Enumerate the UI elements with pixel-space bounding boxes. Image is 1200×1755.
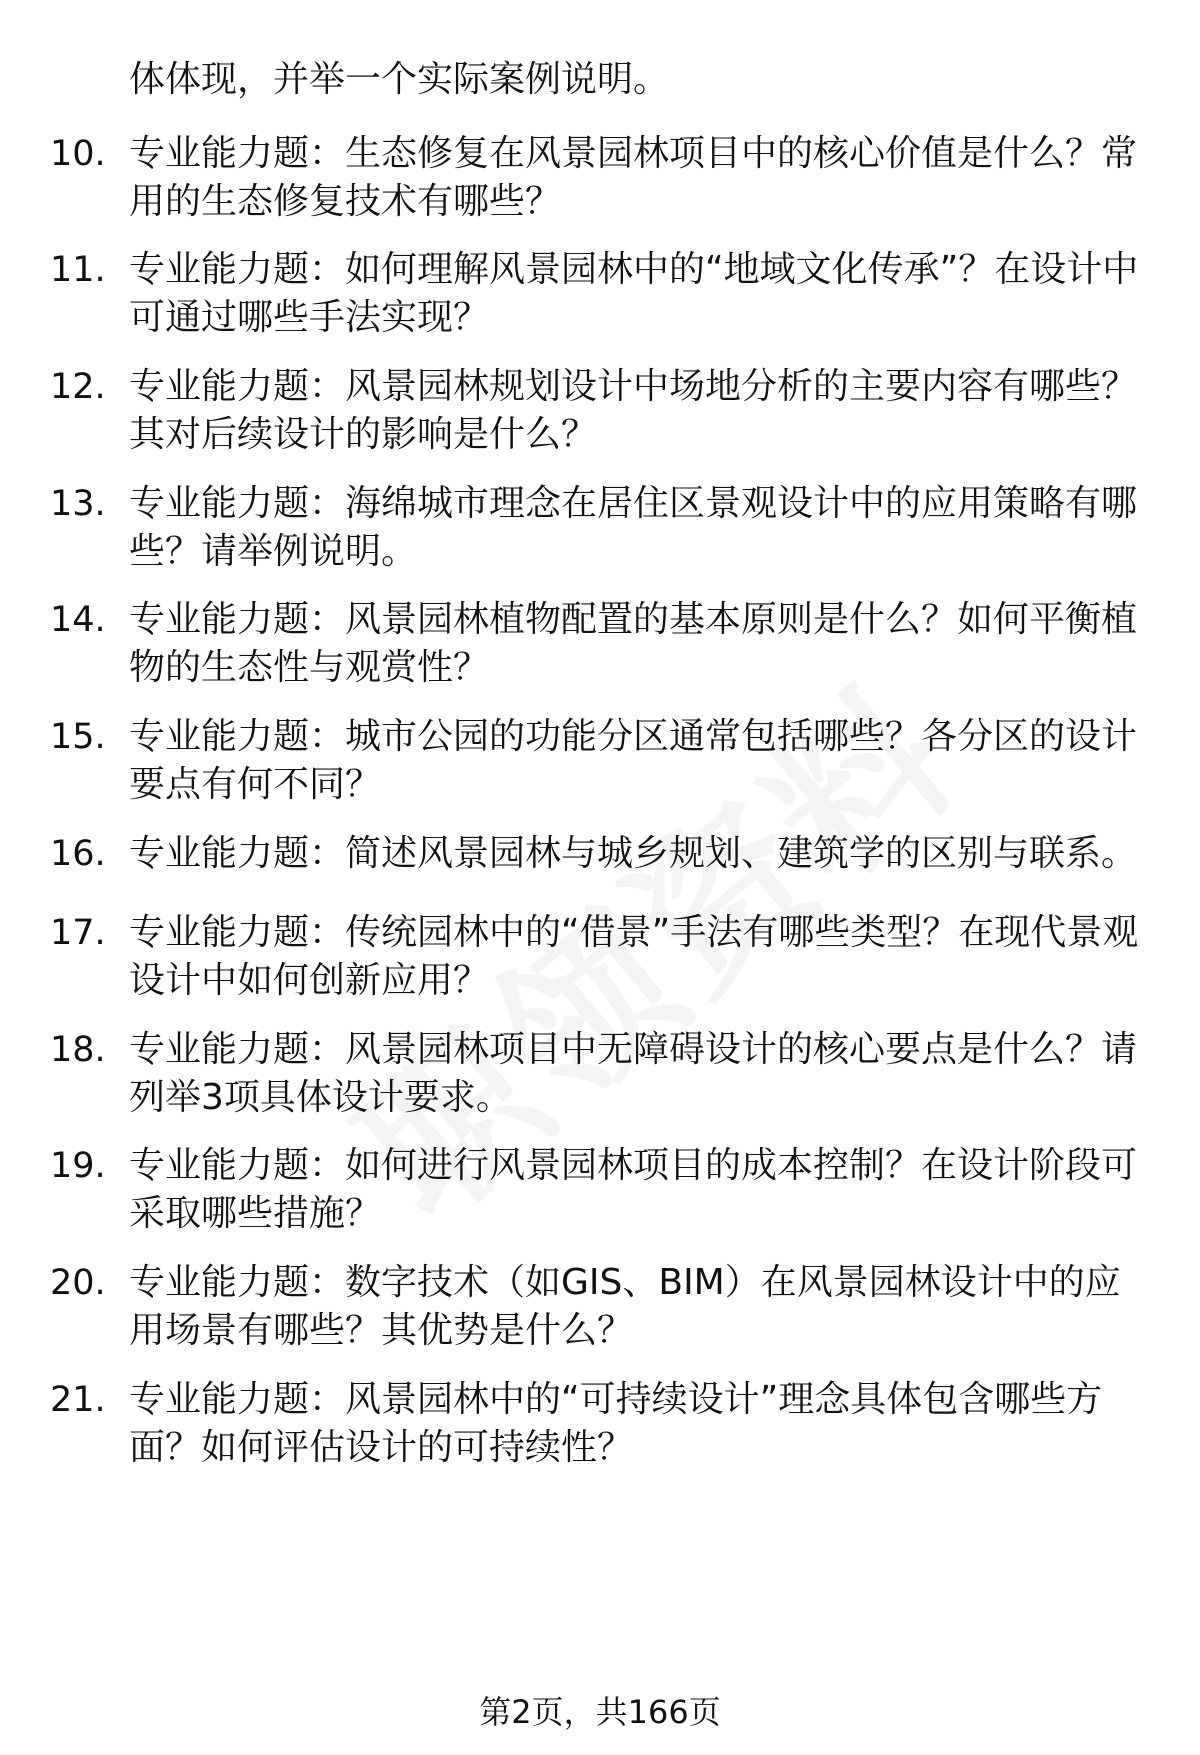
question-number: 21. [50, 1380, 106, 1420]
question-number: 10. [50, 134, 106, 174]
question-number: 19. [50, 1146, 106, 1186]
question-number: 15. [50, 717, 106, 757]
question-item [50, 830, 1150, 878]
question-item [50, 1142, 1150, 1238]
question-text: 专业能力题：城市公园的功能分区通常包括哪些？各分区的设计要点有何不同？ [129, 716, 1138, 805]
question-number: 16. [50, 834, 106, 874]
question-item [50, 713, 1150, 809]
question-item [50, 363, 1150, 459]
question-item [50, 1259, 1150, 1355]
continuation-text: 体体现，并举一个实际案例说明。 [129, 59, 670, 100]
question-text: 专业能力题：风景园林中的“可持续设计”理念具体包含哪些方面？如何评估设计的可持续性？ [129, 1379, 1103, 1468]
question-text: 专业能力题：如何理解风景园林中的“地域文化传承”？在设计中可通过哪些手法实现？ [129, 249, 1139, 338]
question-item [50, 130, 1150, 226]
question-item [50, 1376, 1150, 1472]
question-text: 专业能力题：数字技术（如GIS、BIM）在风景园林设计中的应用场景有哪些？其优势是什么？ [129, 1262, 1121, 1351]
question-text: 专业能力题：风景园林项目中无障碍设计的核心要点是什么？请列举3项具体设计要求。 [129, 1029, 1138, 1118]
question-text: 专业能力题：风景园林规划设计中场地分析的主要内容有哪些？其对后续设计的影响是什么？ [129, 366, 1138, 455]
question-item [50, 1026, 1150, 1122]
question-text: 专业能力题：传统园林中的“借景”手法有哪些类型？在现代景观设计中如何创新应用？ [129, 912, 1139, 1001]
question-number: 11. [50, 250, 106, 290]
question-number: 12. [50, 367, 106, 407]
question-number: 18. [50, 1030, 106, 1070]
question-text: 专业能力题：生态修复在风景园林项目中的核心价值是什么？常用的生态修复技术有哪些？ [129, 133, 1138, 222]
question-number: 14. [50, 600, 106, 640]
question-number: 13. [50, 484, 106, 524]
page-footer: 第2页，共166页 [479, 1693, 721, 1731]
question-item [50, 480, 1150, 576]
question-number: 17. [50, 913, 106, 953]
question-item [50, 596, 1150, 692]
question-number: 20. [50, 1263, 106, 1303]
question-text: 专业能力题：风景园林植物配置的基本原则是什么？如何平衡植物的生态性与观赏性？ [129, 599, 1138, 688]
question-item [50, 246, 1150, 342]
question-item [50, 909, 1150, 1005]
question-text: 专业能力题：海绵城市理念在居住区景观设计中的应用策略有哪些？请举例说明。 [129, 483, 1138, 572]
question-text: 专业能力题：如何进行风景园林项目的成本控制？在设计阶段可采取哪些措施？ [129, 1145, 1138, 1234]
question-text: 专业能力题：简述风景园林与城乡规划、建筑学的区别与联系。 [129, 833, 1138, 874]
